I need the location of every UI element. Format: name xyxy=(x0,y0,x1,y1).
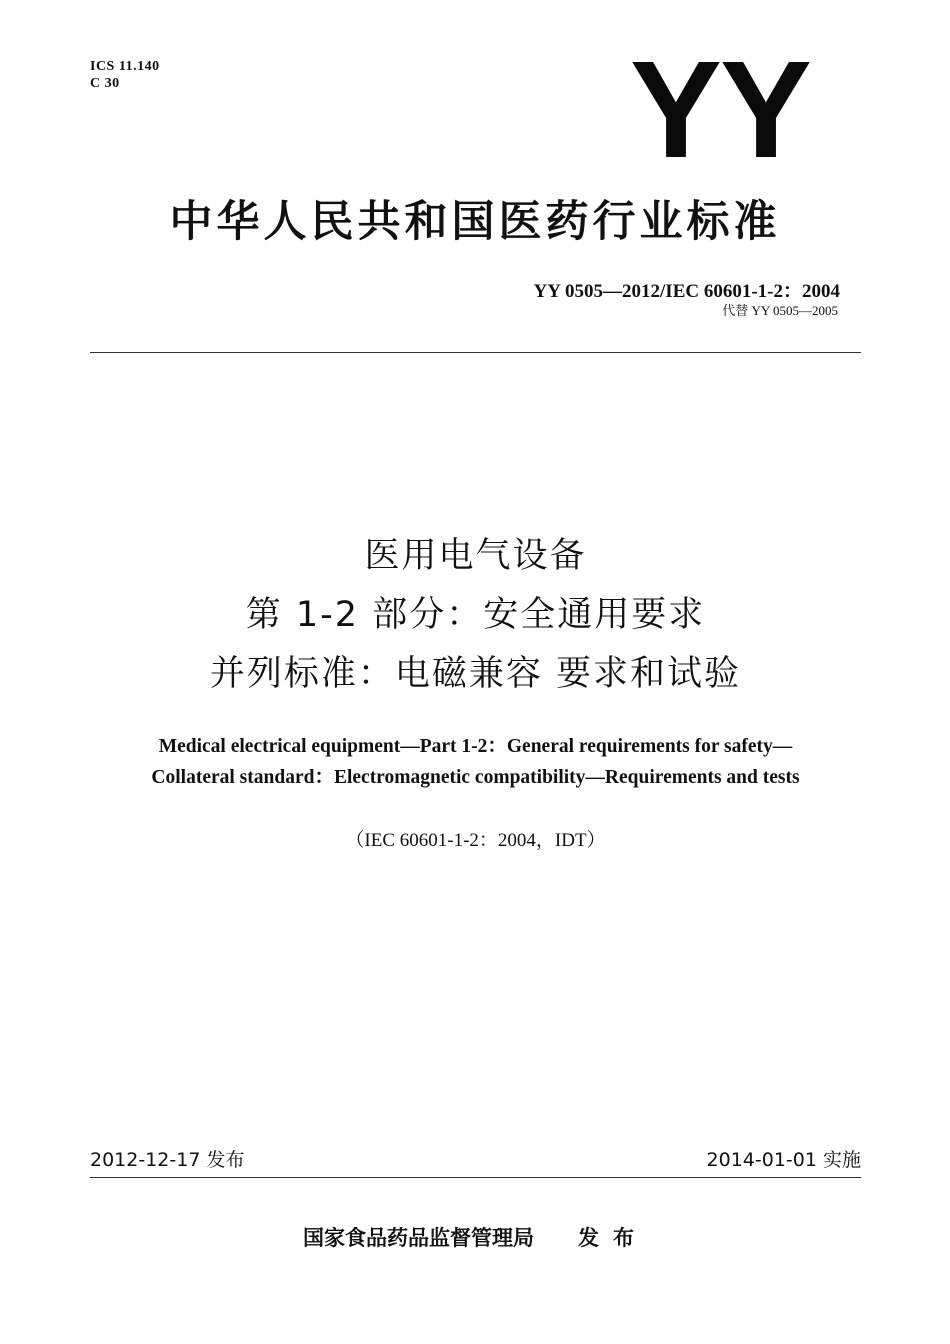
standard-number: YY 0505—2012/IEC 60601-1-2：2004 xyxy=(533,281,840,302)
publisher-suffix: 发布 xyxy=(578,1226,648,1250)
publisher-name: 国家食品药品监督管理局 xyxy=(303,1226,534,1250)
title-cn-line-3: 并列标准：电磁兼容 要求和试验 xyxy=(209,654,742,694)
publisher-line xyxy=(90,1224,861,1252)
footer-divider xyxy=(90,1177,861,1178)
title-en-line-2: Collateral standard：Electromagnetic compatibility—Requirements and tests xyxy=(151,767,800,788)
classification-codes xyxy=(90,58,160,92)
title-en-line-1: Medical electrical equipment—Part 1-2：General requirements for safety— xyxy=(158,736,793,757)
standard-logo: YY xyxy=(629,33,810,187)
ics-code: ICS 11.140 xyxy=(90,59,160,74)
title-cn-line-2: 第 1-2 部分：安全通用要求 xyxy=(245,595,706,635)
issuing-body-title: 中华人民共和国医药行业标准 xyxy=(169,197,781,247)
issue-date: 2012-12-17 发布 xyxy=(90,1149,245,1171)
header-divider xyxy=(90,352,861,353)
title-cn-line-1: 医用电气设备 xyxy=(364,536,587,576)
replaces-standard: 代替 YY 0505—2005 xyxy=(722,303,838,318)
adoption-note: （IEC 60601-1-2：2004，IDT） xyxy=(345,830,606,851)
implementation-date: 2014-01-01 实施 xyxy=(706,1149,861,1171)
ccs-code: C 30 xyxy=(90,76,120,91)
